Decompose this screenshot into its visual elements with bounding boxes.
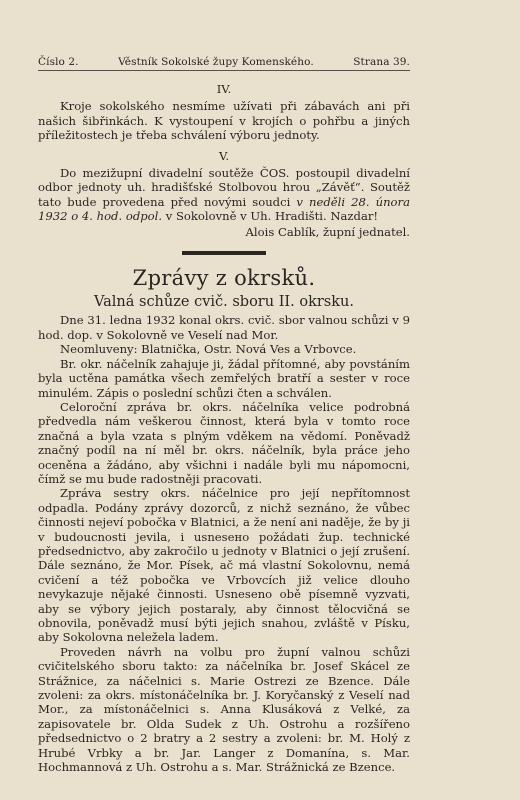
section-iv-number: IV. <box>216 82 232 96</box>
news-paragraph-1: Dne 31. ledna 1932 konal okrs. cvič. sbor valnou schůzi v 9 hod. dop. v Sokolovně ve Veselí nad Mor. <box>38 313 410 342</box>
news-paragraph-1b: Neomluveny: Blatnička, Ostr. Nová Ves a Vrbovce. <box>60 342 357 357</box>
section-iv-text: Kroje sokolského nesmíme užívati při zábavách ani při našich šibřinkách. K vystoupení v krojích o pohřbu a jiných příležitostech je třeba schválení výboru jednoty. <box>38 99 410 143</box>
section-v-date: v neděli 28. února 1932 o 4. hod. odpol. <box>38 194 410 224</box>
running-header <box>38 56 410 71</box>
news-paragraph-3: Celoroční zpráva br. okrs. náčelníka velice podrobná předvedla nám veškerou činnost, která byla v tomto roce značná a byla vzata s plným vděkem na vědomí. Poněvadž značný podíl na ní měl br. okrs. náčelník, byla práce jeho oceněna a žádáno, aby všichni i nadále byli mu nápomocni, čímž se mu bude radostněji pracovati. <box>38 399 410 486</box>
section-v-number: V. <box>218 148 230 163</box>
section-divider <box>182 251 266 255</box>
section-v-text-a: Do mezižupní divadelní soutěže ČOS. postoupil divadelní odbor jednoty uh. hradišťské Stolbovou hrou „Závěť“. Soutěž tato bude provedena před novými soudci <box>38 166 410 209</box>
news-subtitle: Valná schůze cvič. sboru II. okrsku. <box>93 294 354 311</box>
news-paragraph-2: Br. okr. náčelník zahajuje ji, žádal přítomné, aby povstáním byla uctěna památka všech zemřelých bratří a sester v roce minulém. Zápis o poslední schůzi čten a schválen. <box>38 356 410 400</box>
news-paragraph-4: Zpráva sestry okrs. náčelnice pro její nepřítomnost odpadla. Podány zprávy dozorců, z nichž seznáno, že vůbec činnosti nejeví pobočka v Blatnici, a že není ani naděje, že by ji v budoucnosti jevila, i usnesено požádati žup. technické předsednictvo, aby zakročilo u jednoty v Blatnici o její zrušení. Dále seznáno, že Mor. Písek, ač má vlastní Sokolovnu, nemá cvičení a též pobočka ve Vrbovcích již velice dlouho nevykazuje nějaké činnosti. Usneseno obě písemně vyzvati, aby se výbory jejich postaraly, aby činnost tělocvičná se obnovila, poněvadž musí býti jejich snahou, zvláště v Písku, aby Sokolovna neležela ladem. <box>38 486 410 645</box>
section-v-text-b: v Sokolovně v Uh. Hradišti. Nazdar! <box>162 209 379 224</box>
section-v-text <box>38 166 410 224</box>
journal-title: Věstník Sokolské župy Komenského. <box>118 56 314 68</box>
issue-number: Číslo 2. <box>38 56 79 68</box>
news-paragraph-5: Proveden návrh na volbu pro župní valnou schůzi cvičitelského sboru takto: za náčelníka br. Josef Skácel ze Strážnice, za náčelnici s. Marie Ostrezi ze Bzence. Dále zvoleni: za okrs. místonáčelníka br. J. Koryčanský z Veselí nad Mor., za místonáčelnici s. Anna Klusáková z Velké, za zapisovatele br. Olda Sudek z Uh. Ostrohu a rozšířeno předsednictvo o 2 bratry a 2 sestry a zvoleni: br. M. Holý z Hrubé Vrbky a br. Jar. Langer z Domanína, s. Mar. Hochmannová z Uh. Ostrohu a s. Mar. Strážnická ze Bzence. <box>38 644 410 775</box>
page-body <box>38 82 410 774</box>
news-title: Zprávy z okrsků. <box>132 266 316 291</box>
signature: Alois Cablík, župní jednatel. <box>245 224 410 239</box>
page-number: Strana 39. <box>353 56 410 68</box>
